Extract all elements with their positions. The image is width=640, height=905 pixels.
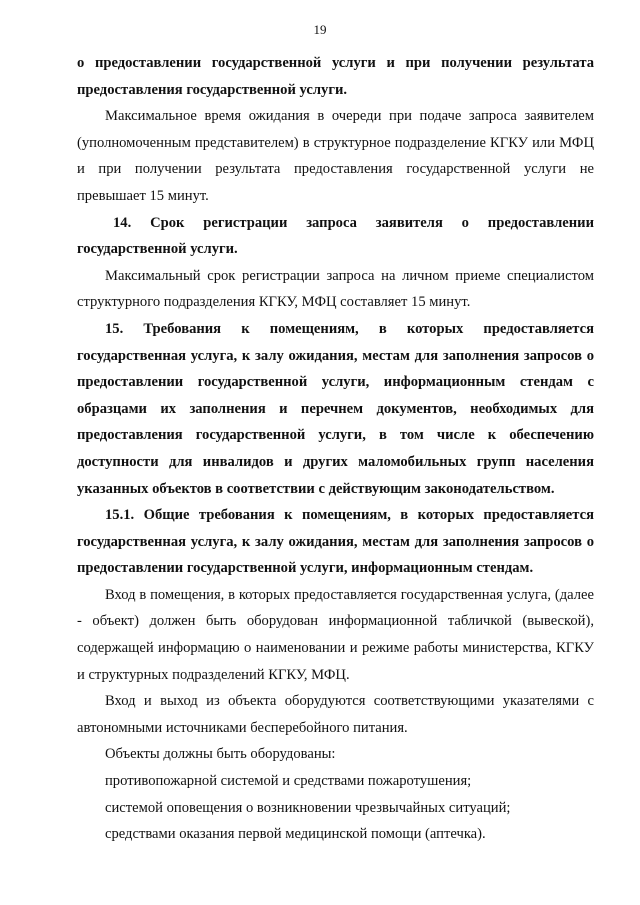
paragraph-waiting-time: Максимальное время ожидания в очереди при подаче запроса заявителем (уполномоченным представителем) в структурное подразделение КГКУ или МФЦ и при получении результата предоставления государственной услуги не превышает 15 минут. — [77, 108, 594, 204]
heading-section-15: 15. Требования к помещениям, в которых предоставляется государственная услуга, к залу ожидания, местам для заполнения запросов о предоставлении государственной услуги, информационным стендам с образцами их заполнения и перечнем документов, необходимых для предоставления государственной услуги, в том числе к обеспечению доступности для инвалидов и других маломобильных групп населения указанных объектов в соответствии с действующим законодательством. — [77, 320, 594, 497]
document-body — [77, 50, 594, 848]
heading-section-14: 14. Срок регистрации запроса заявителя о предоставлении государственной услуги. — [77, 214, 594, 258]
paragraph-continuation-heading: о предоставлении государственной услуги и при получении результата предоставления государственной услуги. — [77, 55, 594, 98]
page-number: 19 — [313, 22, 327, 37]
paragraph-registration-time: Максимальный срок регистрации запроса на личном приеме специалистом структурного подразделения КГКУ, МФЦ составляет 15 минут. — [77, 267, 594, 311]
paragraph-entrance-sign: Вход в помещения, в которых предоставляется государственная услуга, (далее - объект) должен быть оборудован информационной табличкой (вывеской), содержащей информацию о наименовании и режиме работы министерства, КГКУ и структурных подразделений КГКУ, МФЦ. — [77, 586, 594, 683]
list-item-first-aid: средствами оказания первой медицинской помощи (аптечка). — [105, 826, 486, 843]
paragraph-entrance-exit: Вход и выход из объекта оборудуются соответствующими указателями с автономными источниками бесперебойного питания. — [77, 693, 594, 736]
list-item-fire-system: противопожарной системой и средствами пожаротушения; — [105, 773, 472, 790]
paragraph-equipment-intro: Объекты должны быть оборудованы: — [105, 746, 336, 763]
heading-section-15-1: 15.1. Общие требования к помещениям, в которых предоставляется государственная услуга, к залу ожидания, местам для заполнения запросов о предоставлении государственной услуги, информационным стендам. — [77, 507, 594, 577]
list-item-alert-system: системой оповещения о возникновении чрезвычайных ситуаций; — [105, 799, 511, 816]
